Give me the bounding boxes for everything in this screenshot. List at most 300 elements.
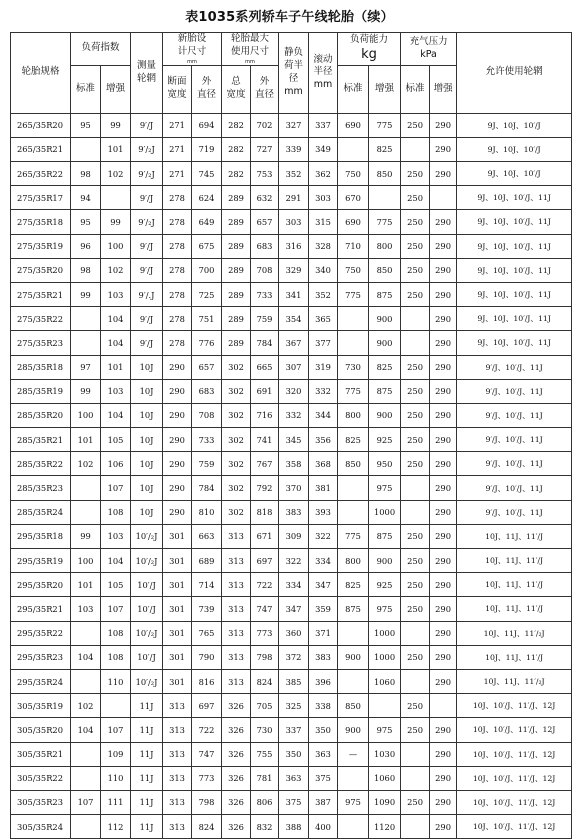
header-load-capacity-label: 负荷能力 bbox=[350, 33, 389, 45]
cell-load-index-std bbox=[71, 621, 101, 645]
cell-spec: 285/35R20 bbox=[11, 403, 71, 427]
cell-rolling-radius: 375 bbox=[309, 766, 338, 790]
table-row bbox=[11, 742, 572, 766]
header-allowed-rims: 允许使用轮辋 bbox=[457, 33, 572, 114]
cell-static-radius: 309 bbox=[279, 524, 309, 548]
cell-static-radius: 363 bbox=[279, 766, 309, 790]
header-static-radius: 静负 荷半 径 mm bbox=[279, 33, 309, 114]
cell-allowed-rims: 9J、10J、10′/J、11J bbox=[457, 234, 572, 258]
cell-pressure-rf: 290 bbox=[430, 476, 457, 500]
cell-spec: 275/35R23 bbox=[11, 331, 71, 355]
cell-new-width: 271 bbox=[163, 162, 192, 186]
cell-rolling-radius: 340 bbox=[309, 258, 338, 282]
cell-measure-rim: 10J bbox=[131, 403, 163, 427]
cell-load-index-std: 98 bbox=[71, 162, 101, 186]
cell-rolling-radius: 352 bbox=[309, 282, 338, 306]
cell-measure-rim: 9′/₂J bbox=[131, 210, 163, 234]
cell-load-index-rf: 105 bbox=[101, 573, 131, 597]
cell-allowed-rims: 9′/J、10′/J、11J bbox=[457, 500, 572, 524]
cell-max-dia: 755 bbox=[251, 742, 279, 766]
table-row bbox=[11, 355, 572, 379]
cell-allowed-rims: 9′/J、10′/J、11J bbox=[457, 403, 572, 427]
cell-allowed-rims: 10J、11J、11′/J bbox=[457, 597, 572, 621]
cell-pressure-std: 250 bbox=[401, 282, 430, 306]
cell-rolling-radius: 356 bbox=[309, 428, 338, 452]
cell-load-rf: 775 bbox=[369, 113, 401, 137]
cell-load-rf: 850 bbox=[369, 162, 401, 186]
cell-pressure-rf: 290 bbox=[430, 331, 457, 355]
cell-new-dia: 759 bbox=[192, 452, 222, 476]
cell-load-index-std: 96 bbox=[71, 234, 101, 258]
cell-load-std: 775 bbox=[338, 379, 369, 403]
cell-measure-rim: 9′/.J bbox=[131, 282, 163, 306]
cell-load-std: 900 bbox=[338, 645, 369, 669]
cell-rolling-radius: 349 bbox=[309, 137, 338, 161]
cell-allowed-rims: 9J、10J、10′/J、11J bbox=[457, 331, 572, 355]
header-load-index: 负荷指数 bbox=[71, 33, 131, 66]
cell-load-rf bbox=[369, 186, 401, 210]
cell-load-index-rf: 108 bbox=[101, 621, 131, 645]
cell-load-rf: 900 bbox=[369, 307, 401, 331]
cell-load-std: — bbox=[338, 742, 369, 766]
cell-max-width: 313 bbox=[222, 669, 251, 693]
cell-max-width: 326 bbox=[222, 790, 251, 814]
cell-load-index-std: 107 bbox=[71, 790, 101, 814]
cell-max-dia: 716 bbox=[251, 403, 279, 427]
cell-load-index-rf: 105 bbox=[101, 428, 131, 452]
cell-allowed-rims: 9J、10J、10′/J、11J bbox=[457, 307, 572, 331]
cell-new-width: 313 bbox=[163, 815, 192, 839]
cell-max-dia: 741 bbox=[251, 428, 279, 452]
cell-max-width: 289 bbox=[222, 258, 251, 282]
cell-load-rf: 1000 bbox=[369, 645, 401, 669]
cell-max-dia: 708 bbox=[251, 258, 279, 282]
header-new-size-label: 新胎设 计尺寸 bbox=[177, 33, 207, 57]
header-pressure bbox=[401, 33, 457, 66]
cell-measure-rim: 9′/J bbox=[131, 186, 163, 210]
cell-new-width: 301 bbox=[163, 524, 192, 548]
cell-allowed-rims: 9′/J、10′/J、11J bbox=[457, 476, 572, 500]
cell-static-radius: 345 bbox=[279, 428, 309, 452]
cell-load-rf: 1060 bbox=[369, 669, 401, 693]
cell-spec: 295/35R22 bbox=[11, 621, 71, 645]
cell-max-dia: 727 bbox=[251, 137, 279, 161]
cell-measure-rim: 10′/₂J bbox=[131, 621, 163, 645]
cell-allowed-rims: 9J、10J、10′/J bbox=[457, 162, 572, 186]
cell-load-index-std: 99 bbox=[71, 524, 101, 548]
cell-measure-rim: 9′/J bbox=[131, 331, 163, 355]
cell-max-width: 282 bbox=[222, 113, 251, 137]
cell-allowed-rims: 9J、10J、10′/J、11J bbox=[457, 186, 572, 210]
cell-measure-rim: 10′/J bbox=[131, 645, 163, 669]
table-row bbox=[11, 210, 572, 234]
header-max-size-label: 轮胎最大 使用尺寸 bbox=[231, 33, 270, 57]
cell-allowed-rims: 9′/J、10′/J、11J bbox=[457, 379, 572, 403]
cell-new-dia: 689 bbox=[192, 549, 222, 573]
cell-allowed-rims: 10J、11J、11′/₂J bbox=[457, 621, 572, 645]
table-row bbox=[11, 549, 572, 573]
cell-rolling-radius: 400 bbox=[309, 815, 338, 839]
cell-static-radius: 329 bbox=[279, 258, 309, 282]
cell-static-radius: 352 bbox=[279, 162, 309, 186]
table-row bbox=[11, 694, 572, 718]
cell-pressure-rf: 290 bbox=[430, 307, 457, 331]
cell-measure-rim: 10J bbox=[131, 379, 163, 403]
cell-pressure-std: 250 bbox=[401, 234, 430, 258]
cell-pressure-rf: 290 bbox=[430, 645, 457, 669]
cell-load-std: 730 bbox=[338, 355, 369, 379]
cell-load-rf: 875 bbox=[369, 524, 401, 548]
cell-load-index-std: 102 bbox=[71, 694, 101, 718]
cell-spec: 305/35R23 bbox=[11, 790, 71, 814]
cell-max-width: 302 bbox=[222, 355, 251, 379]
cell-max-dia: 683 bbox=[251, 234, 279, 258]
table-row bbox=[11, 669, 572, 693]
cell-load-rf: 850 bbox=[369, 258, 401, 282]
cell-spec: 265/35R21 bbox=[11, 137, 71, 161]
cell-new-width: 290 bbox=[163, 428, 192, 452]
cell-load-index-rf: 112 bbox=[101, 815, 131, 839]
cell-rolling-radius: 371 bbox=[309, 621, 338, 645]
cell-max-width: 302 bbox=[222, 428, 251, 452]
cell-pressure-rf bbox=[430, 186, 457, 210]
cell-pressure-rf: 290 bbox=[430, 234, 457, 258]
cell-new-width: 278 bbox=[163, 307, 192, 331]
cell-load-index-std bbox=[71, 307, 101, 331]
cell-static-radius: 332 bbox=[279, 403, 309, 427]
cell-allowed-rims: 10J、11J、11′/J bbox=[457, 549, 572, 573]
cell-load-index-rf: 100 bbox=[101, 234, 131, 258]
cell-pressure-std bbox=[401, 621, 430, 645]
cell-pressure-std: 250 bbox=[401, 718, 430, 742]
cell-max-dia: 773 bbox=[251, 621, 279, 645]
cell-static-radius: 339 bbox=[279, 137, 309, 161]
cell-spec: 305/35R20 bbox=[11, 718, 71, 742]
cell-allowed-rims: 10J、10′/J、11′/J、12J bbox=[457, 694, 572, 718]
cell-pressure-std: 250 bbox=[401, 524, 430, 548]
cell-rolling-radius: 332 bbox=[309, 379, 338, 403]
cell-pressure-rf: 290 bbox=[430, 524, 457, 548]
cell-load-rf: 1090 bbox=[369, 790, 401, 814]
table-row bbox=[11, 428, 572, 452]
cell-load-rf: 875 bbox=[369, 282, 401, 306]
cell-load-index-rf: 103 bbox=[101, 379, 131, 403]
cell-max-dia: 705 bbox=[251, 694, 279, 718]
cell-load-std: 690 bbox=[338, 210, 369, 234]
cell-load-index-rf: 103 bbox=[101, 282, 131, 306]
cell-load-std: 900 bbox=[338, 718, 369, 742]
cell-pressure-std: 250 bbox=[401, 113, 430, 137]
cell-pressure-rf: 290 bbox=[430, 403, 457, 427]
header-max-size-unit: mm bbox=[245, 58, 255, 65]
cell-new-width: 313 bbox=[163, 790, 192, 814]
table-row bbox=[11, 790, 572, 814]
cell-measure-rim: 9′/J bbox=[131, 307, 163, 331]
cell-pressure-std bbox=[401, 742, 430, 766]
cell-pressure-std bbox=[401, 766, 430, 790]
cell-allowed-rims: 9J、10J、10′/J、11J bbox=[457, 282, 572, 306]
cell-new-width: 271 bbox=[163, 137, 192, 161]
cell-load-std bbox=[338, 137, 369, 161]
cell-load-index-rf: 104 bbox=[101, 331, 131, 355]
cell-load-index-rf: 108 bbox=[101, 645, 131, 669]
cell-measure-rim: 10′/₂J bbox=[131, 669, 163, 693]
cell-new-dia: 722 bbox=[192, 718, 222, 742]
cell-new-dia: 810 bbox=[192, 500, 222, 524]
cell-rolling-radius: 315 bbox=[309, 210, 338, 234]
cell-max-width: 302 bbox=[222, 500, 251, 524]
header-load-capacity bbox=[338, 33, 401, 66]
cell-max-dia: 671 bbox=[251, 524, 279, 548]
cell-load-std: 775 bbox=[338, 524, 369, 548]
cell-load-rf: 1060 bbox=[369, 766, 401, 790]
cell-load-index-std: 98 bbox=[71, 258, 101, 282]
header-pressure-rf: 增强 bbox=[430, 65, 457, 113]
cell-load-rf: 975 bbox=[369, 597, 401, 621]
cell-load-std: 800 bbox=[338, 549, 369, 573]
cell-load-index-std bbox=[71, 331, 101, 355]
cell-new-dia: 697 bbox=[192, 694, 222, 718]
cell-max-dia: 753 bbox=[251, 162, 279, 186]
cell-load-std: 975 bbox=[338, 790, 369, 814]
cell-pressure-std: 250 bbox=[401, 452, 430, 476]
cell-new-width: 278 bbox=[163, 331, 192, 355]
cell-new-dia: 725 bbox=[192, 282, 222, 306]
cell-pressure-rf: 290 bbox=[430, 452, 457, 476]
cell-load-std: 850 bbox=[338, 694, 369, 718]
cell-load-rf: 825 bbox=[369, 355, 401, 379]
cell-rolling-radius: 319 bbox=[309, 355, 338, 379]
cell-spec: 305/35R19 bbox=[11, 694, 71, 718]
cell-rolling-radius: 362 bbox=[309, 162, 338, 186]
table-row bbox=[11, 137, 572, 161]
cell-measure-rim: 9′/J bbox=[131, 258, 163, 282]
cell-load-index-std bbox=[71, 742, 101, 766]
cell-load-std: 690 bbox=[338, 113, 369, 137]
cell-max-width: 289 bbox=[222, 307, 251, 331]
cell-spec: 265/35R22 bbox=[11, 162, 71, 186]
cell-load-index-rf: 102 bbox=[101, 162, 131, 186]
header-load-index-std: 标准 bbox=[71, 65, 101, 113]
cell-load-rf bbox=[369, 694, 401, 718]
cell-rolling-radius: 363 bbox=[309, 742, 338, 766]
cell-max-dia: 733 bbox=[251, 282, 279, 306]
cell-load-index-std: 100 bbox=[71, 403, 101, 427]
cell-static-radius: 347 bbox=[279, 597, 309, 621]
cell-static-radius: 316 bbox=[279, 234, 309, 258]
cell-spec: 305/35R22 bbox=[11, 766, 71, 790]
cell-load-index-std bbox=[71, 137, 101, 161]
cell-load-rf: 875 bbox=[369, 379, 401, 403]
cell-allowed-rims: 9J、10J、10′/J、11J bbox=[457, 210, 572, 234]
cell-load-rf: 1000 bbox=[369, 500, 401, 524]
header-pressure-unit: kPa bbox=[420, 48, 437, 60]
table-row bbox=[11, 573, 572, 597]
cell-max-dia: 747 bbox=[251, 597, 279, 621]
cell-max-width: 313 bbox=[222, 597, 251, 621]
cell-pressure-std bbox=[401, 307, 430, 331]
cell-spec: 285/35R21 bbox=[11, 428, 71, 452]
cell-new-dia: 745 bbox=[192, 162, 222, 186]
header-pressure-label: 充气压力 bbox=[409, 36, 448, 47]
cell-spec: 285/35R22 bbox=[11, 452, 71, 476]
cell-load-index-rf: 101 bbox=[101, 355, 131, 379]
cell-spec: 295/35R24 bbox=[11, 669, 71, 693]
cell-new-dia: 816 bbox=[192, 669, 222, 693]
table-row bbox=[11, 258, 572, 282]
cell-allowed-rims: 9J、10J、10′/J bbox=[457, 113, 572, 137]
cell-rolling-radius: 350 bbox=[309, 718, 338, 742]
cell-load-index-rf: 107 bbox=[101, 718, 131, 742]
cell-new-width: 290 bbox=[163, 403, 192, 427]
cell-rolling-radius: 393 bbox=[309, 500, 338, 524]
cell-load-index-std bbox=[71, 766, 101, 790]
cell-new-width: 301 bbox=[163, 549, 192, 573]
cell-max-width: 289 bbox=[222, 186, 251, 210]
cell-pressure-std: 250 bbox=[401, 355, 430, 379]
cell-pressure-rf: 290 bbox=[430, 210, 457, 234]
cell-static-radius: 360 bbox=[279, 621, 309, 645]
cell-load-index-rf: 106 bbox=[101, 452, 131, 476]
cell-allowed-rims: 10J、11J、11′/J bbox=[457, 645, 572, 669]
cell-max-dia: 697 bbox=[251, 549, 279, 573]
cell-max-width: 289 bbox=[222, 234, 251, 258]
cell-rolling-radius: 303 bbox=[309, 186, 338, 210]
cell-new-dia: 773 bbox=[192, 766, 222, 790]
cell-allowed-rims: 10J、10′/J、11′/J、12J bbox=[457, 718, 572, 742]
table-row bbox=[11, 403, 572, 427]
cell-max-dia: 806 bbox=[251, 790, 279, 814]
cell-static-radius: 372 bbox=[279, 645, 309, 669]
cell-allowed-rims: 10J、11J、11′/J bbox=[457, 524, 572, 548]
cell-new-width: 290 bbox=[163, 500, 192, 524]
cell-max-width: 326 bbox=[222, 766, 251, 790]
cell-new-dia: 714 bbox=[192, 573, 222, 597]
cell-new-dia: 739 bbox=[192, 597, 222, 621]
cell-new-dia: 719 bbox=[192, 137, 222, 161]
cell-measure-rim: 10J bbox=[131, 355, 163, 379]
cell-load-rf: 775 bbox=[369, 210, 401, 234]
cell-rolling-radius: 381 bbox=[309, 476, 338, 500]
cell-max-dia: 730 bbox=[251, 718, 279, 742]
cell-static-radius: 370 bbox=[279, 476, 309, 500]
cell-pressure-rf: 290 bbox=[430, 766, 457, 790]
cell-load-index-rf bbox=[101, 186, 131, 210]
header-spec: 轮胎规格 bbox=[11, 33, 71, 114]
cell-static-radius: 388 bbox=[279, 815, 309, 839]
cell-load-std: 670 bbox=[338, 186, 369, 210]
cell-max-width: 313 bbox=[222, 645, 251, 669]
cell-load-index-std: 104 bbox=[71, 645, 101, 669]
cell-max-dia: 781 bbox=[251, 766, 279, 790]
cell-load-index-std: 102 bbox=[71, 452, 101, 476]
cell-new-width: 313 bbox=[163, 694, 192, 718]
cell-max-width: 326 bbox=[222, 718, 251, 742]
cell-measure-rim: 10′/₂J bbox=[131, 549, 163, 573]
cell-new-width: 290 bbox=[163, 476, 192, 500]
cell-max-width: 282 bbox=[222, 162, 251, 186]
table-row bbox=[11, 718, 572, 742]
cell-load-std bbox=[338, 621, 369, 645]
cell-max-dia: 665 bbox=[251, 355, 279, 379]
cell-max-dia: 824 bbox=[251, 669, 279, 693]
cell-load-index-std: 97 bbox=[71, 355, 101, 379]
cell-spec: 285/35R24 bbox=[11, 500, 71, 524]
cell-pressure-std bbox=[401, 815, 430, 839]
header-load-rf: 增强 bbox=[369, 65, 401, 113]
cell-allowed-rims: 10J、10′/J、11′/J、12J bbox=[457, 742, 572, 766]
cell-load-index-rf: 107 bbox=[101, 476, 131, 500]
cell-max-width: 313 bbox=[222, 573, 251, 597]
cell-spec: 275/35R22 bbox=[11, 307, 71, 331]
cell-max-dia: 792 bbox=[251, 476, 279, 500]
cell-load-index-rf: 111 bbox=[101, 790, 131, 814]
cell-measure-rim: 10J bbox=[131, 476, 163, 500]
cell-load-rf: 900 bbox=[369, 331, 401, 355]
cell-load-index-rf: 104 bbox=[101, 549, 131, 573]
cell-load-std: 875 bbox=[338, 597, 369, 621]
cell-pressure-std: 250 bbox=[401, 186, 430, 210]
cell-pressure-rf: 290 bbox=[430, 573, 457, 597]
cell-pressure-std: 250 bbox=[401, 258, 430, 282]
cell-load-rf: 975 bbox=[369, 718, 401, 742]
cell-pressure-std bbox=[401, 669, 430, 693]
cell-measure-rim: 11J bbox=[131, 766, 163, 790]
cell-load-std: 750 bbox=[338, 162, 369, 186]
cell-load-std bbox=[338, 500, 369, 524]
cell-static-radius: 327 bbox=[279, 113, 309, 137]
cell-rolling-radius: 383 bbox=[309, 645, 338, 669]
cell-load-std: 750 bbox=[338, 258, 369, 282]
cell-static-radius: 325 bbox=[279, 694, 309, 718]
header-new-dia: 外 直径 bbox=[192, 65, 222, 113]
cell-pressure-rf: 290 bbox=[430, 428, 457, 452]
table-row bbox=[11, 815, 572, 839]
cell-max-width: 302 bbox=[222, 452, 251, 476]
header-measure-rim: 测量 轮辋 bbox=[131, 33, 163, 114]
cell-max-dia: 767 bbox=[251, 452, 279, 476]
cell-spec: 305/35R24 bbox=[11, 815, 71, 839]
cell-load-index-rf: 99 bbox=[101, 210, 131, 234]
cell-load-index-std bbox=[71, 815, 101, 839]
cell-pressure-std: 250 bbox=[401, 597, 430, 621]
cell-new-width: 290 bbox=[163, 452, 192, 476]
header-max-dia: 外 直径 bbox=[251, 65, 279, 113]
cell-spec: 295/35R23 bbox=[11, 645, 71, 669]
header-rolling-radius: 滚动 半径 mm bbox=[309, 33, 338, 114]
cell-rolling-radius: 396 bbox=[309, 669, 338, 693]
cell-pressure-std: 250 bbox=[401, 428, 430, 452]
cell-load-index-rf: 108 bbox=[101, 500, 131, 524]
cell-rolling-radius: 344 bbox=[309, 403, 338, 427]
cell-max-width: 326 bbox=[222, 815, 251, 839]
cell-pressure-rf: 290 bbox=[430, 258, 457, 282]
cell-rolling-radius: 377 bbox=[309, 331, 338, 355]
cell-pressure-rf: 290 bbox=[430, 355, 457, 379]
cell-new-width: 278 bbox=[163, 186, 192, 210]
table-row bbox=[11, 524, 572, 548]
cell-new-width: 301 bbox=[163, 669, 192, 693]
cell-pressure-std bbox=[401, 331, 430, 355]
cell-allowed-rims: 9J、10J、10′/J bbox=[457, 137, 572, 161]
header-max-width: 总 宽度 bbox=[222, 65, 251, 113]
cell-static-radius: 341 bbox=[279, 282, 309, 306]
cell-pressure-std: 250 bbox=[401, 210, 430, 234]
cell-measure-rim: 9′/₂J bbox=[131, 162, 163, 186]
cell-new-width: 313 bbox=[163, 742, 192, 766]
cell-pressure-rf: 290 bbox=[430, 282, 457, 306]
cell-load-rf: 900 bbox=[369, 403, 401, 427]
